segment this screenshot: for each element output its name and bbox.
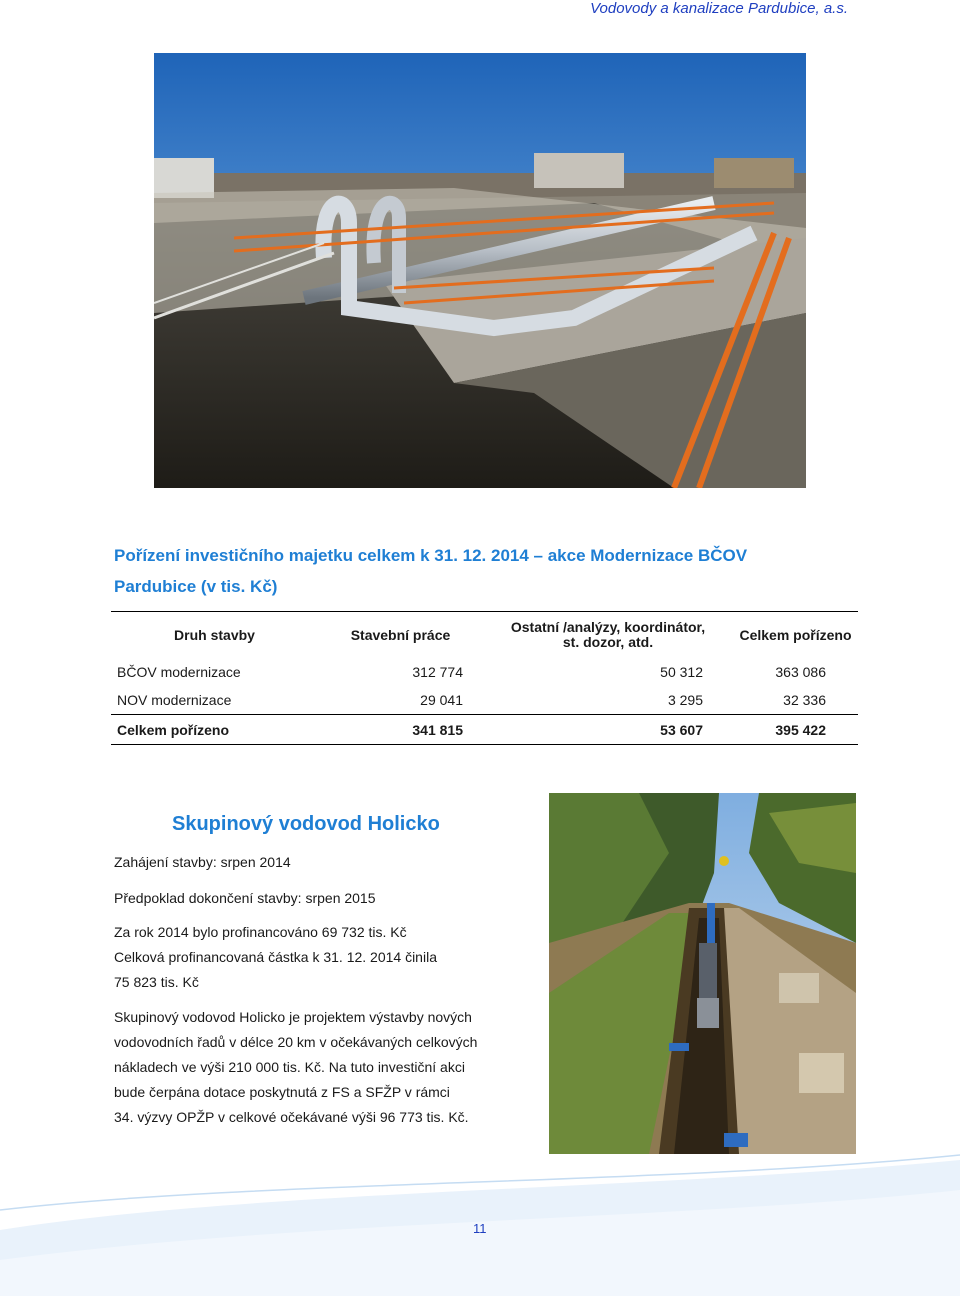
company-header: Vodovody a kanalizace Pardubice, a.s. — [590, 0, 848, 17]
table-row — [111, 686, 858, 715]
cell-total: 32 336 — [783, 692, 826, 708]
column-header-other-line2: st. dozor, atd. — [562, 634, 654, 650]
cell-type: NOV modernizace — [117, 692, 232, 708]
description-line3: nákladech ve výši 210 000 tis. Kč. Na tuto investiční akci — [114, 1059, 465, 1075]
section-title-line2: Pardubice (v tis. Kč) — [114, 577, 278, 596]
cell-construction: 29 041 — [420, 692, 463, 708]
cell-total: 395 422 — [733, 715, 858, 745]
cell-total: 363 086 — [775, 664, 826, 680]
column-header-other-line1: Ostatní /analýzy, koordinátor, — [510, 619, 706, 635]
project-end: Předpoklad dokončení stavby: srpen 2015 — [114, 890, 376, 906]
cell-construction: 341 815 — [318, 715, 483, 745]
financing-line2: Celková profinancovaná částka k 31. 12. 2014 činila — [114, 949, 437, 965]
financing-line1: Za rok 2014 bylo profinancováno 69 732 tis. Kč — [114, 924, 407, 940]
cell-type: Celkem pořízeno — [111, 715, 318, 745]
project-title: Skupinový vodovod Holicko — [172, 813, 440, 835]
table-row — [111, 658, 858, 686]
cell-other: 3 295 — [667, 692, 703, 708]
column-header-construction: Stavební práce — [318, 612, 483, 659]
page-number: 11 — [473, 1221, 487, 1236]
pipeline-trench-photo — [549, 793, 856, 1154]
project-description — [114, 1005, 477, 1130]
cell-type: BČOV modernizace — [117, 664, 241, 680]
project-start: Zahájení stavby: srpen 2014 — [114, 854, 291, 870]
section-title-line1: Pořízení investičního majetku celkem k 31. 12. 2014 – akce Modernizace BČOV — [114, 546, 748, 565]
description-line4: bude čerpána dotace poskytnutá z FS a SFŽP v rámci — [114, 1084, 450, 1100]
description-line1: Skupinový vodovod Holicko je projektem výstavby nových — [114, 1009, 472, 1025]
column-header-type: Druh stavby — [111, 612, 318, 659]
project-financing — [114, 920, 437, 995]
column-header-other — [483, 612, 733, 659]
financing-line3: 75 823 tis. Kč — [114, 974, 199, 990]
description-line5: 34. výzvy OPŽP v celkové očekávané výši 96 773 tis. Kč. — [114, 1109, 469, 1125]
table-total-row — [111, 715, 858, 745]
investment-section-title — [114, 540, 844, 602]
investment-table — [111, 611, 858, 745]
column-header-total: Celkem pořízeno — [733, 612, 858, 659]
cell-other: 50 312 — [660, 664, 703, 680]
cell-other: 53 607 — [483, 715, 733, 745]
cell-construction: 312 774 — [412, 664, 463, 680]
treatment-plant-photo — [154, 53, 806, 488]
description-line2: vodovodních řadů v délce 20 km v očekávaných celkových — [114, 1034, 478, 1050]
table-header-row — [111, 612, 858, 659]
